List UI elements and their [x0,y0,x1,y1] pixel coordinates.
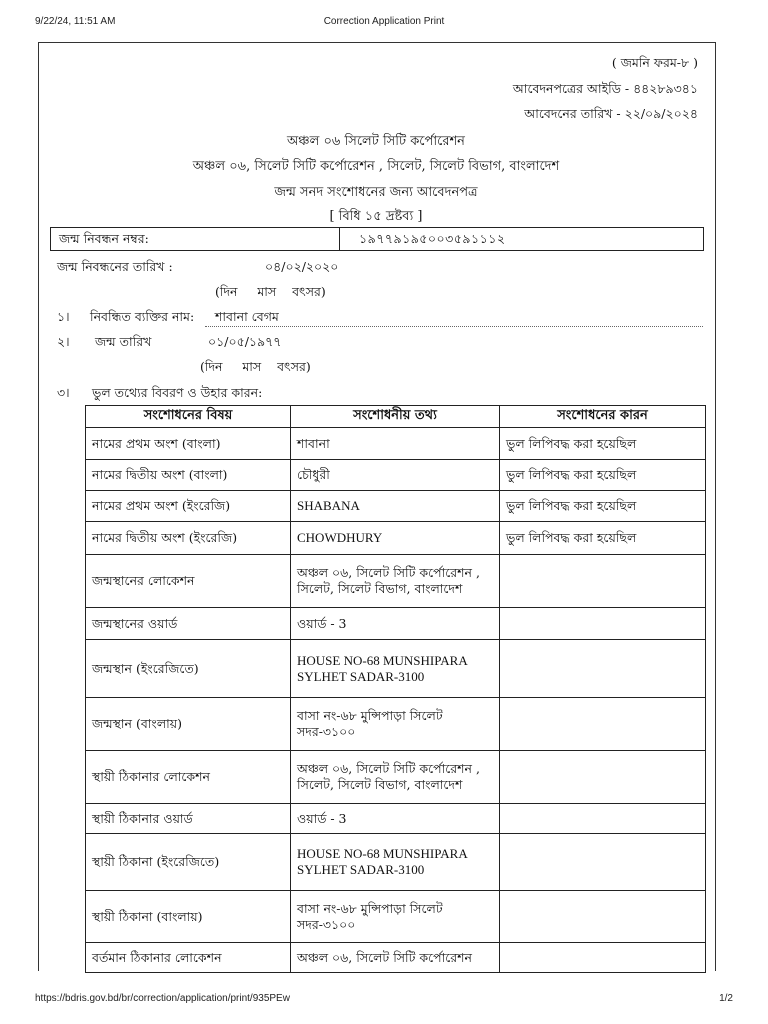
cell-reason [500,698,706,751]
application-date: আবেদনের তারিখ - ২২/০৯/২০২৪ [524,106,698,121]
cell-reason [500,555,706,608]
correction-table [85,405,706,973]
cell-info: CHOWDHURY [291,522,500,555]
office-address: অঞ্চল ০৬, সিলেট সিটি কর্পোরেশন , সিলেট, সিলেট বিভাগ, বাংলাদেশ [192,159,560,174]
person-name-value: শাবানা বেগম [215,309,279,324]
print-url: https://bdris.gov.bd/br/correction/application/print/935PEw [35,993,290,1004]
cell-reason: ভুল লিপিবদ্ধ করা হয়েছিল [500,491,706,522]
registration-date-hint: (দিন মাস বৎসর) [215,284,326,299]
cell-reason: ভুল লিপিবদ্ধ করা হয়েছিল [500,428,706,460]
cell-info: চৌধুরী [291,460,500,491]
registration-number-value: ১৯৭৭৯১৯৫০০৩৫৯১১১২ [359,231,506,246]
print-page-number: 1/2 [719,993,733,1004]
cell-info: HOUSE NO-68 MUNSHIPARA SYLHET SADAR-3100 [291,640,500,698]
cell-info: ওয়ার্ড - 3 [291,608,500,640]
cell-subject: জন্মস্থানের ওয়ার্ড [86,608,291,640]
table-row [86,834,706,891]
cell-info: ওয়ার্ড - 3 [291,804,500,834]
cell-reason [500,834,706,891]
header-subject: সংশোধনের বিষয় [86,406,291,428]
cell-info: বাসা নং-৬৮ মুন্সিপাড়া সিলেট সদর-৩১০০ [291,891,500,943]
cell-reason [500,640,706,698]
table-row [86,428,706,460]
cell-info: অঞ্চল ০৬, সিলেট সিটি কর্পোরেশন [291,943,500,973]
cell-reason: ভুল লিপিবদ্ধ করা হয়েছিল [500,460,706,491]
cell-info: SHABANA [291,491,500,522]
form-number: ( জমনি ফরম-৮ ) [611,55,698,70]
item-number-2: ২। [57,334,70,349]
registration-date-value: ০৪/০২/২০২০ [265,259,339,274]
cell-reason: ভুল লিপিবদ্ধ করা হয়েছিল [500,522,706,555]
table-row [86,555,706,608]
cell-reason [500,751,706,804]
table-row [86,751,706,804]
table-row [86,460,706,491]
print-timestamp: 9/22/24, 11:51 AM [35,16,116,27]
registration-number-box [50,227,704,251]
application-id: আবেদনপত্রের আইডি - ৪৪২৮৯৩৪১ [512,81,698,96]
table-row [86,698,706,751]
table-row [86,640,706,698]
item-number-1: ১। [57,309,70,324]
rule-reference: [ বিধি ১৫ দ্রষ্টব্য ] [329,209,423,224]
table-row [86,804,706,834]
table-row [86,522,706,555]
table-row [86,608,706,640]
cell-subject: জন্মস্থানের লোকেশন [86,555,291,608]
header-info: সংশোধনীয় তথ্য [291,406,500,428]
form-title: জন্ম সনদ সংশোধনের জন্য আবেদনপত্র [274,185,478,200]
print-page-title: Correction Application Print [323,16,445,27]
cell-info: অঞ্চল ০৬, সিলেট সিটি কর্পোরেশন , সিলেট, সিলেট বিভাগ, বাংলাদেশ [291,555,500,608]
office-name: অঞ্চল ০৬ সিলেট সিটি কর্পোরেশন [287,134,465,149]
cell-reason [500,891,706,943]
registration-number-label: জন্ম নিবন্ধন নম্বর: [59,231,149,246]
table-row [86,491,706,522]
cell-subject: স্থায়ী ঠিকানার ওয়ার্ড [86,804,291,834]
dob-value: ০১/০৫/১৯৭৭ [208,334,282,349]
registration-divider [339,228,340,250]
table-row [86,943,706,973]
cell-subject: বর্তমান ঠিকানার লোকেশন [86,943,291,973]
dob-hint: (দিন মাস বৎসর) [200,359,311,374]
correction-section-label: ভুল তথ্যের বিবরণ ও উহার কারন: [92,385,263,400]
item-number-3: ৩। [57,385,70,400]
cell-subject: জন্মস্থান (বাংলায়) [86,698,291,751]
cell-subject: নামের প্রথম অংশ (বাংলা) [86,428,291,460]
cell-subject: স্থায়ী ঠিকানার লোকেশন [86,751,291,804]
cell-reason [500,804,706,834]
cell-reason [500,943,706,973]
dob-label: জন্ম তারিখ [95,334,152,349]
registration-date-label: জন্ম নিবন্ধনের তারিখ : [57,259,173,274]
cell-reason [500,608,706,640]
cell-subject: নামের প্রথম অংশ (ইংরেজি) [86,491,291,522]
cell-subject: নামের দ্বিতীয় অংশ (বাংলা) [86,460,291,491]
cell-subject: স্থায়ী ঠিকানা (ইংরেজিতে) [86,834,291,891]
table-row [86,891,706,943]
print-header [0,16,768,32]
cell-info: HOUSE NO-68 MUNSHIPARA SYLHET SADAR-3100 [291,834,500,891]
cell-subject: জন্মস্থান (ইংরেজিতে) [86,640,291,698]
cell-subject: স্থায়ী ঠিকানা (বাংলায়) [86,891,291,943]
cell-info: শাবানা [291,428,500,460]
cell-info: বাসা নং-৬৮ মুন্সিপাড়া সিলেট সদর-৩১০০ [291,698,500,751]
cell-subject: নামের দ্বিতীয় অংশ (ইংরেজি) [86,522,291,555]
header-reason: সংশোধনের কারন [500,406,706,428]
cell-info: অঞ্চল ০৬, সিলেট সিটি কর্পোরেশন , সিলেট, সিলেট বিভাগ, বাংলাদেশ [291,751,500,804]
person-name-label: নিবন্ধিত ব্যক্তির নাম: [90,309,195,324]
name-underline [205,326,703,327]
